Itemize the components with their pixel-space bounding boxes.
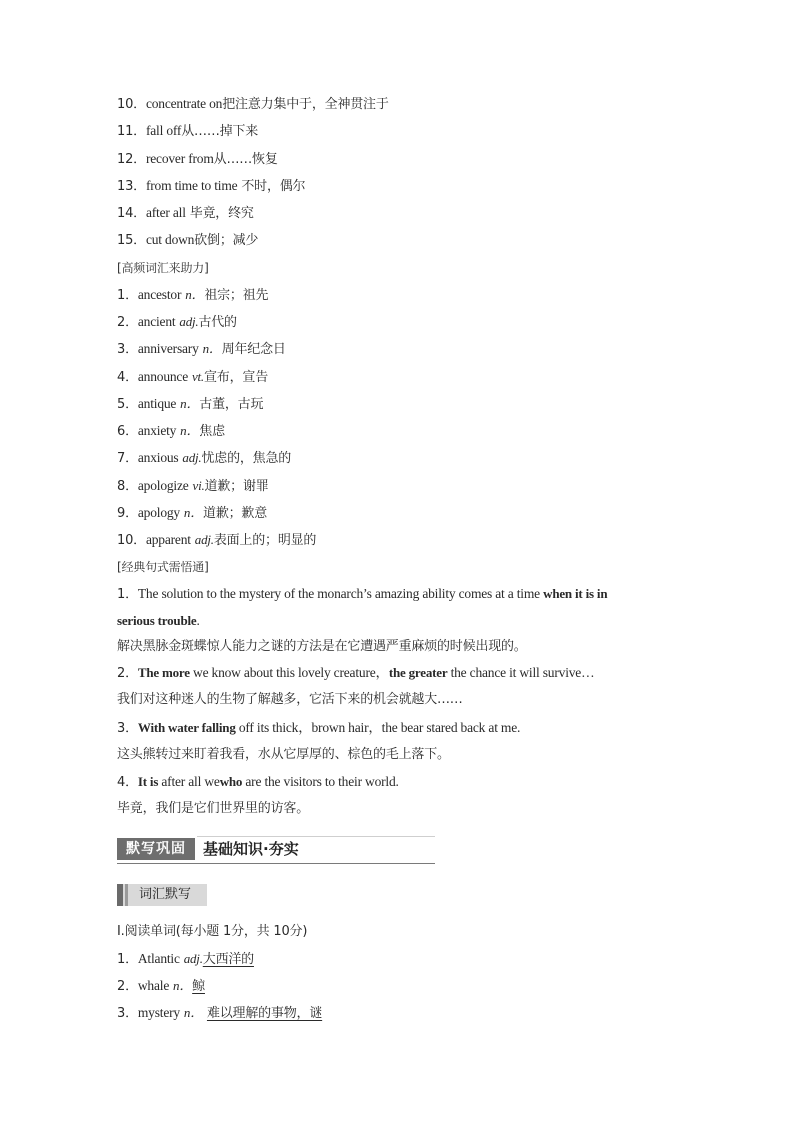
phrase-chinese: 不时，偶尔 <box>241 179 306 194</box>
part-of-speech: adj. <box>182 450 202 465</box>
item-number: 3． <box>117 1006 138 1021</box>
banner-top-rule <box>197 836 435 837</box>
phrase-item <box>117 231 258 250</box>
item-number: 2． <box>117 315 138 330</box>
phrase-chinese: 毕竟，终究 <box>189 206 254 221</box>
vocab-item <box>117 504 267 523</box>
subsection-label: 词汇默写 <box>139 887 192 902</box>
item-number: 13． <box>117 179 146 194</box>
sentence-key-pattern: The more <box>137 665 190 680</box>
vocab-meaning: 表面上的；明显的 <box>213 533 317 548</box>
vocab-word: mystery <box>137 1005 180 1020</box>
item-number: 15． <box>117 233 146 248</box>
sentence-english <box>117 773 399 792</box>
subsection-tab <box>117 884 207 906</box>
sentence-text: off its thick，brown hair，the bear stared back at me. <box>235 720 521 735</box>
phrase-english: after all <box>145 205 186 220</box>
phrase-item <box>117 150 278 169</box>
item-number: 3． <box>117 721 138 736</box>
phrase-english: cut down <box>145 232 195 247</box>
vocab-item <box>117 477 269 496</box>
vocab-word: anxiety <box>137 423 177 438</box>
phrase-item <box>117 204 254 223</box>
vocab-item <box>117 449 291 468</box>
section-heading-sentences: [经典句式需悟通] <box>117 560 209 574</box>
part-of-speech: n． <box>180 423 200 438</box>
item-number: 2． <box>117 666 138 681</box>
phrase-english: fall off <box>145 123 182 138</box>
sentence-english <box>117 719 520 738</box>
sentence-key-pattern: It is <box>137 774 159 789</box>
item-number: 1． <box>117 587 138 602</box>
item-number: 10． <box>117 533 146 548</box>
vocab-word: anxious <box>137 450 179 465</box>
sentence-text: The solution to the mystery of the monarch’s amazing ability comes at a time <box>137 586 544 601</box>
sentence-key-pattern: the greater <box>388 665 448 680</box>
exercise-heading: Ⅰ.阅读单词(每小题 1分，共 10分) <box>117 924 308 939</box>
exercise-item <box>117 950 254 969</box>
item-number: 6． <box>117 424 138 439</box>
phrase-english: from time to time <box>145 178 238 193</box>
item-number: 5． <box>117 397 138 412</box>
part-of-speech: adj. <box>179 314 199 329</box>
part-of-speech: n． <box>183 505 204 520</box>
item-number: 12． <box>117 152 146 167</box>
sentence-key-pattern: who <box>219 774 243 789</box>
vocab-item <box>117 286 268 305</box>
item-number: 2． <box>117 979 138 994</box>
part-of-speech: n． <box>180 396 200 411</box>
vocab-meaning: 周年纪念日 <box>221 342 286 357</box>
part-of-speech: vt. <box>191 369 204 384</box>
exercise-item <box>117 977 205 996</box>
sentence-translation: 这头熊转过来盯着我看，水从它厚厚的、棕色的毛上落下。 <box>117 747 450 762</box>
item-number: 1． <box>117 952 138 967</box>
phrase-english: recover from <box>145 151 214 166</box>
vocab-word: anniversary <box>137 341 199 356</box>
tab-accent-bar <box>117 884 123 906</box>
sentence-english <box>117 585 607 604</box>
sentence-key-pattern: serious trouble <box>117 613 197 628</box>
phrase-item <box>117 177 305 196</box>
part-of-speech: n． <box>183 1005 204 1020</box>
item-number: 3． <box>117 342 138 357</box>
sentence-translation: 解决黑脉金斑蝶惊人能力之谜的方法是在它遭遇严重麻烦的时候出现的。 <box>117 639 527 654</box>
sentence-text: we know about this lovely creature， <box>189 665 389 680</box>
sentence-text: the chance it will survive… <box>447 665 595 680</box>
banner-bottom-rule <box>117 863 435 864</box>
vocab-word: ancient <box>137 314 176 329</box>
sentence-text: . <box>196 613 200 628</box>
phrase-chinese: 把注意力集中于，全神贯注于 <box>222 97 389 112</box>
part-of-speech: vi. <box>192 478 205 493</box>
banner-title: 基础知识·夯实 <box>203 840 299 858</box>
item-number: 1． <box>117 288 138 303</box>
sentence-translation: 毕竟，我们是它们世界里的访客。 <box>117 801 310 816</box>
phrase-chinese: 砍倒；减少 <box>194 233 259 248</box>
sentence-english <box>117 664 594 683</box>
part-of-speech: n． <box>202 341 222 356</box>
vocab-word: whale <box>137 978 170 993</box>
sentence-key-pattern: when it is in <box>543 586 608 601</box>
vocab-word: apology <box>137 505 180 520</box>
phrase-chinese: 从……恢复 <box>213 152 278 167</box>
exercise-item <box>117 1004 322 1023</box>
vocab-word: ancestor <box>137 287 182 302</box>
vocab-item <box>117 368 268 387</box>
vocab-meaning: 道歉；谢罪 <box>204 479 269 494</box>
vocab-item <box>117 531 316 550</box>
tab-accent-bar-thin <box>125 884 128 906</box>
sentence-text: after all we <box>158 774 220 789</box>
vocab-meaning: 道歉；歉意 <box>203 506 268 521</box>
phrase-item <box>117 95 389 114</box>
phrase-chinese: 从……掉下来 <box>181 124 259 139</box>
vocab-meaning: 祖宗；祖先 <box>204 288 269 303</box>
section-banner <box>117 836 435 864</box>
item-number: 9． <box>117 506 138 521</box>
sentence-translation: 我们对这种迷人的生物了解越多，它活下来的机会就越大…… <box>117 692 463 707</box>
vocab-item <box>117 340 286 359</box>
item-number: 4． <box>117 370 138 385</box>
answer-text: 大西洋的 <box>202 952 254 967</box>
vocab-word: apologize <box>137 478 189 493</box>
item-number: 7． <box>117 451 138 466</box>
part-of-speech: adj. <box>194 532 214 547</box>
sentence-text: are the visitors to their world. <box>242 774 399 789</box>
item-number: 10． <box>117 97 146 112</box>
part-of-speech: adj. <box>183 951 203 966</box>
item-number: 14． <box>117 206 146 221</box>
banner-tag: 默写巩固 <box>117 838 195 860</box>
part-of-speech: n． <box>173 978 193 993</box>
item-number: 8． <box>117 479 138 494</box>
vocab-meaning: 忧虑的，焦急的 <box>201 451 292 466</box>
phrase-english: concentrate on <box>145 96 223 111</box>
answer-text: 鲸 <box>192 979 205 994</box>
vocab-meaning: 古董，古玩 <box>199 397 264 412</box>
answer-text: 难以理解的事物，谜 <box>206 1006 323 1021</box>
vocab-meaning: 宣布，宣告 <box>204 370 269 385</box>
vocab-item <box>117 313 237 332</box>
vocab-meaning: 古代的 <box>198 315 237 330</box>
part-of-speech: n． <box>185 287 205 302</box>
section-heading-vocab: [高频词汇来助力] <box>117 261 209 275</box>
item-number: 4． <box>117 775 138 790</box>
vocab-word: apparent <box>145 532 191 547</box>
vocab-word: announce <box>137 369 189 384</box>
vocab-item <box>117 395 263 414</box>
item-number: 11． <box>117 124 146 139</box>
sentence-english-cont <box>117 612 200 631</box>
phrase-item <box>117 122 258 141</box>
vocab-word: Atlantic <box>137 951 180 966</box>
sentence-key-pattern: With water falling <box>137 720 236 735</box>
vocab-item <box>117 422 225 441</box>
vocab-meaning: 焦虑 <box>199 424 225 439</box>
vocab-word: antique <box>137 396 177 411</box>
